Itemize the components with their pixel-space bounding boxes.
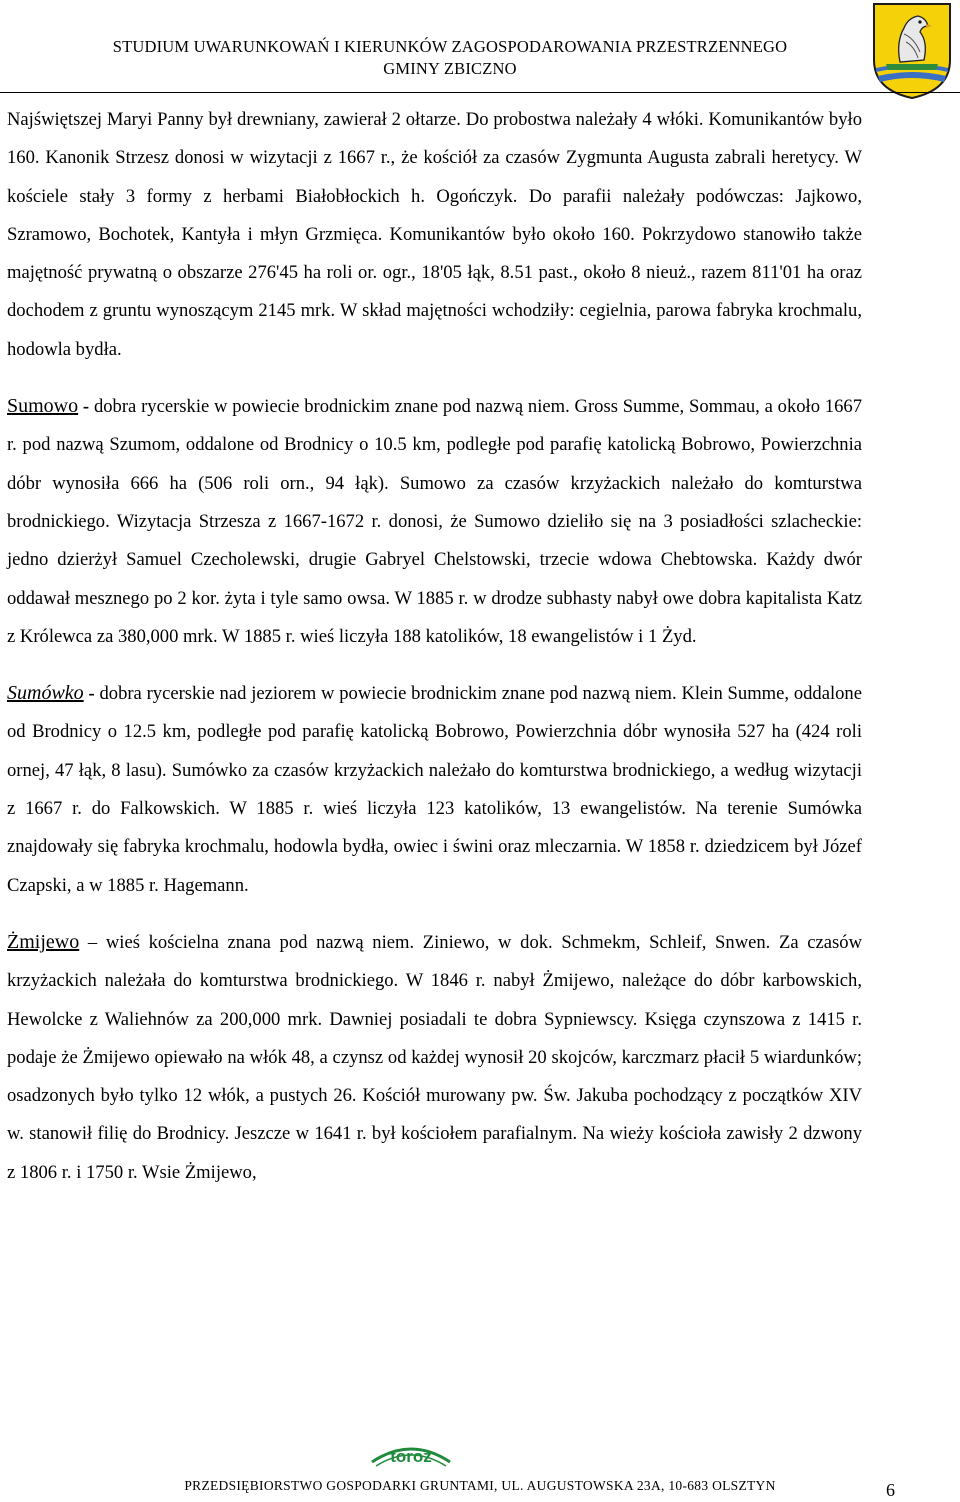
coat-of-arms-icon (870, 2, 954, 100)
sumowko-text: dobra rycerskie nad jeziorem w powiecie brodnickim znane pod nazwą niem. Klein Summe, oddalone od Brodnicy o 12.5 km, podległe pod parafię katolicką Bobrowo, Powierzchnia dóbr wynosiła 527 ha (424 roli ornej, 47 łąk, 8 lasu). Sumówko za czasów krzyżackich należało do komturstwa brodnickiego, a według wizytacji z 1667 r. do Falkowskich. W 1885 r. wieś liczyła 123 katolików, 13 ewangelistów. Na terenie Sumówka znajdowały się fabryka krochmalu, hodowla bydła, owiec i świni oraz mleczarnia. W 1858 r. dziedzicem był Józef Czapski, a w 1885 r. Hagemann. (7, 683, 862, 896)
zmijewo-separator: – (79, 931, 106, 953)
footer-company: PRZEDSIĘBIORSTWO GOSPODARKI GRUNTAMI, UL. AUGUSTOWSKA 23A, 10-683 OLSZTYN (184, 1478, 776, 1493)
sumowko-separator: - (83, 683, 100, 705)
header-title-line1: STUDIUM UWARUNKOWAŃ I KIERUNKÓW ZAGOSPODAROWANIA PRZESTRZENNEGO (112, 37, 788, 56)
sumowo-text: dobra rycerskie w powiecie brodnickim znane pod nazwą niem. Gross Summe, Sommau, a około 1667 r. pod nazwą Szumom, oddalone od Brodnicy o 10.5 km, podległe pod parafię katolicką Bobrowo, Powierzchnia dóbr wynosiła 666 ha (506 roli orn., 94 łąk). Sumowo za czasów krzyżackich należało do komturstwa brodnickiego. Wizytacja Strzesza z 1667-1672 r. donosi, że Sumowo dzieliło się na 3 posiadłości szlacheckie: jedno dzierżył Samuel Czecholewski, drugie Gabryel Chelstowski, trzecie wdowa Chebtowska. Każdy dwór oddawał mesznego po 2 kor. żyta i tyle samo owsa. W 1885 r. w drodze subhasty nabył owe dobra kapitalista Katz z Królewca za 380,000 mrk. W 1885 r. wieś liczyła 188 katolików, 18 ewangelistów i 1 Żyd. (7, 396, 862, 647)
sumowo-heading: Sumowo (7, 395, 79, 418)
company-logo (366, 1432, 456, 1476)
zmijewo-paragraph (7, 923, 862, 1192)
header-divider (0, 92, 960, 93)
sumowko-paragraph (7, 674, 862, 905)
logo-text: toroz (390, 1447, 432, 1466)
sumowko-heading: Sumówko (7, 682, 84, 705)
zmijewo-text: wieś kościelna znana pod nazwą niem. Ziniewo, w dok. Schmekm, Schleif, Snwen. Za czasów krzyżackich należała do komturstwa brodnickiego. W 1846 r. nabył Żmijewo, należące do dóbr karbowskich, Hewolcke z Waliehnów za 200,000 mrk. Dawniej posiadali te dobra Sypniewscy. Księga czynszowa z 1415 r. podaje że Żmijewo opiewało na włók 48, a czynsz od każdej wynosił 20 skojców, karczmarz płacił 5 wiardunków; osadzonych było tylko 12 włók, a pustych 26. Kościół murowany pw. Św. Jakuba pochodzący z początków XIV w. stanowił filię do Brodnicy. Jeszcze w 1641 r. był kościołem parafialnym. Na wieży kościoła zawisły 2 dzwony z 1806 r. i 1750 r. Wsie Żmijewo, (7, 931, 862, 1183)
sumowo-separator: - (78, 396, 94, 418)
sumowo-paragraph (7, 387, 862, 656)
document-header (0, 36, 900, 80)
header-title-line2: GMINY ZBICZNO (383, 59, 517, 78)
intro-paragraph: Najświętszej Maryi Panny był drewniany, zawierał 2 ołtarze. Do probostwa należały 4 włóki. Komunikantów było 160. Kanonik Strzesz donosi w wizytacji z 1667 r., że kościół za czasów Zygmunta Augusta zabrali heretycy. W kościele stały 3 formy z herbami Białobłockich h. Ogończyk. Do parafii należały podówczas: Jajkowo, Szramowo, Bochotek, Kantyła i młyn Grzmięca. Komunikantów było około 160. Pokrzydowo stanowiło także majętność prywatną o obszarze 276'45 ha roli or. ogr., 18'05 łąk, 8.51 past., około 8 nieuż., razem 811'01 ha oraz dochodem z gruntu wynoszącym 2145 mrk. W skład majętności wchodziły: cegielnia, parowa fabryka krochmalu, hodowla bydła. (7, 109, 862, 360)
zmijewo-heading: Żmijewo (7, 930, 80, 953)
document-body (7, 101, 862, 1192)
page-number: 6 (886, 1480, 895, 1500)
